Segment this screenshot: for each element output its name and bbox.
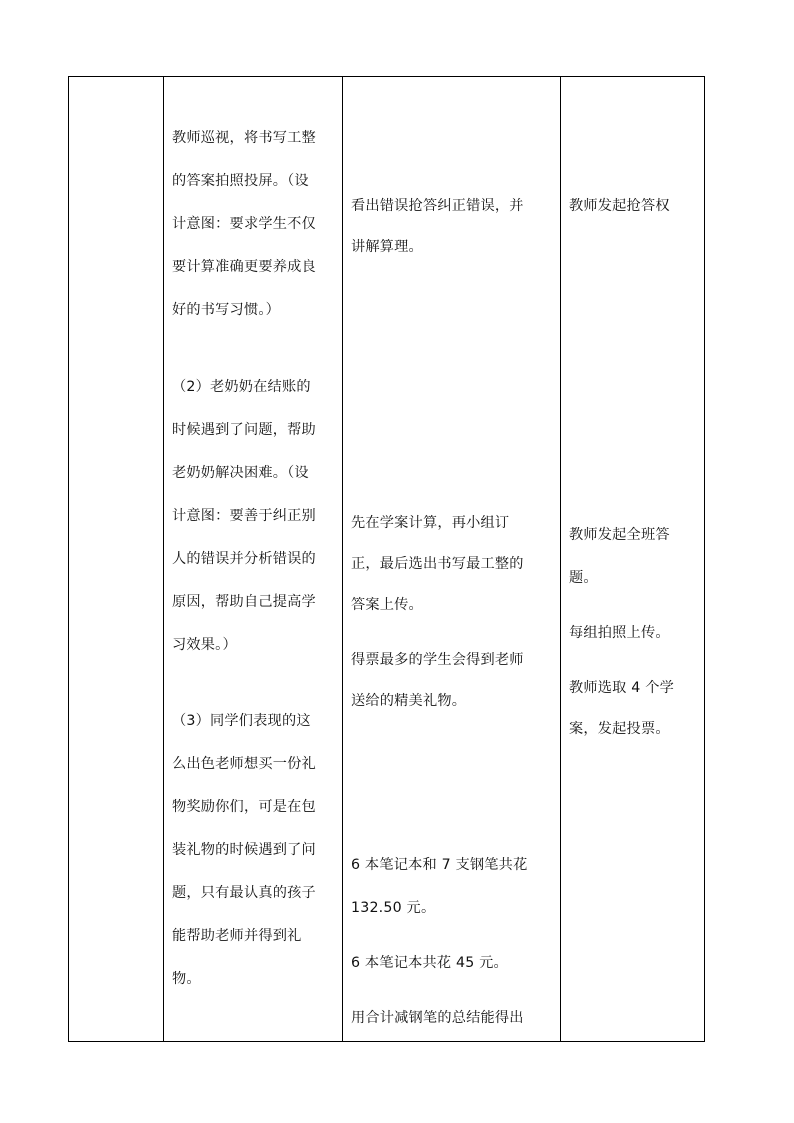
text-line: 的答案拍照投屏。（设	[172, 173, 309, 189]
text-line: 要计算准确更要养成良	[172, 259, 316, 275]
text-line: 好的书写习惯。）	[172, 302, 281, 318]
lesson-plan-table	[68, 76, 705, 1042]
text-line: 教师巡视，将书写工整	[172, 130, 316, 146]
text-line: 6 本笔记本和 7 支钢笔共花	[351, 857, 528, 873]
table-row	[69, 77, 705, 1042]
text-line: 物奖励你们，可是在包	[172, 799, 316, 815]
text-line: 计意图：要善于纠正别	[172, 508, 316, 524]
text-line: 讲解算理。	[351, 239, 423, 255]
text-line: 题，只有最认真的孩子	[172, 885, 316, 901]
text-line: 得票最多的学生会得到老师	[351, 652, 524, 668]
text-line: 老奶奶解决困难。（设	[172, 465, 309, 481]
text-line: 每组拍照上传。	[569, 625, 670, 641]
text-line: 案，发起投票。	[569, 721, 670, 737]
text-line: 用合计减钢笔的总结能得出	[351, 1010, 524, 1026]
text-line: 题。	[569, 570, 598, 586]
table-cell-blank	[69, 77, 164, 1042]
text-line: 教师发起全班答	[569, 527, 670, 543]
text-line: 人的错误并分析错误的	[172, 551, 316, 567]
text-line: 教师选取 4 个学	[569, 680, 674, 696]
text-line: 正，最后选出书写最工整的	[351, 556, 524, 572]
text-line: 物。	[172, 971, 201, 987]
text-line: 送给的精美礼物。	[351, 693, 467, 709]
text-line: 计意图：要求学生不仅	[172, 216, 316, 232]
text-line: 时候遇到了问题，帮助	[172, 422, 316, 438]
text-line: 看出错误抢答纠正错误，并	[351, 198, 524, 214]
text-line: 答案上传。	[351, 597, 423, 613]
table-cell-tech-usage	[561, 77, 705, 1042]
table-cell-student-activity	[343, 77, 561, 1042]
text-line: （2）老奶奶在结账的	[172, 379, 311, 395]
text-line: 习效果。）	[172, 637, 237, 653]
text-line: 原因，帮助自己提高学	[172, 594, 316, 610]
text-line: 能帮助老师并得到礼	[172, 928, 302, 944]
text-line: 先在学案计算，再小组订	[351, 515, 510, 531]
text-line: 教师发起抢答权	[569, 198, 670, 214]
text-line: （3）同学们表现的这	[172, 713, 311, 729]
text-line: 6 本笔记本共花 45 元。	[351, 955, 508, 971]
text-line: 么出色老师想买一份礼	[172, 756, 316, 772]
text-line: 装礼物的时候遇到了问	[172, 842, 316, 858]
text-line: 132.50 元。	[351, 900, 436, 916]
table-cell-teacher-activity	[164, 77, 343, 1042]
